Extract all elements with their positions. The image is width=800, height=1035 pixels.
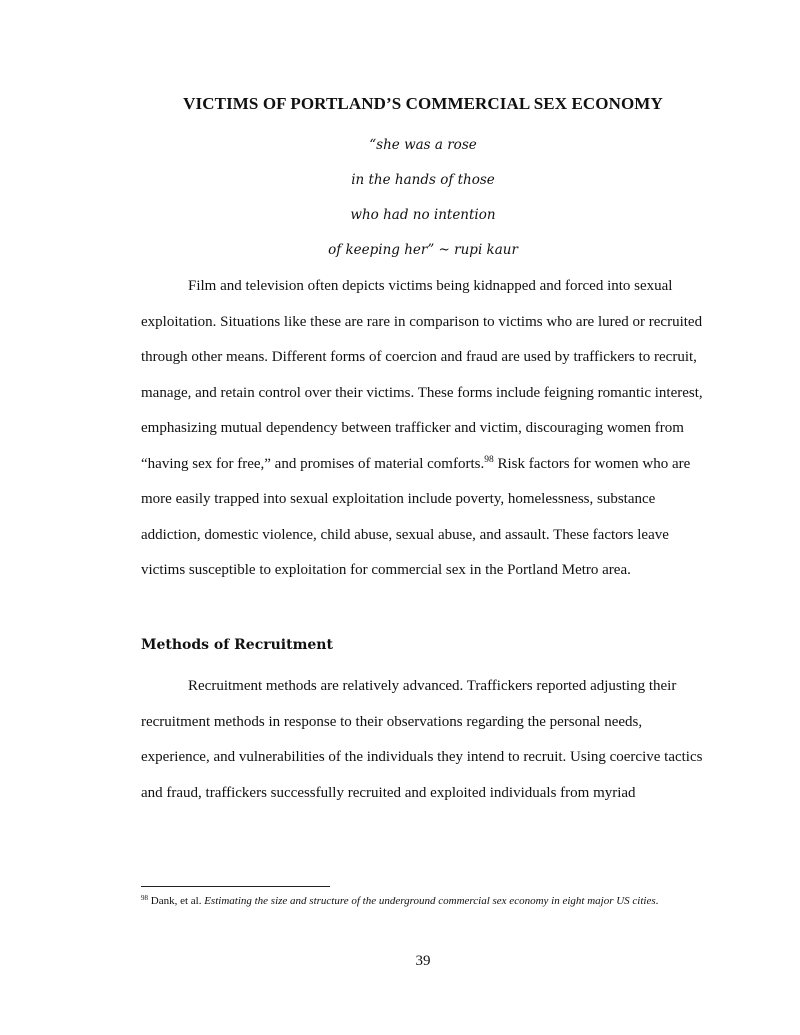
epigraph-line-3: who had no intention [350, 207, 496, 223]
body-paragraph-2: Recruitment methods are relatively advanced. Traffickers reported adjusting their recruitment methods in response to their observations regarding the personal needs, experience, and vulnerabilities of the individuals they intend to recruit. Using coercive tactics and fraud, traffickers successfully recruited and exploited individuals from myriad [141, 678, 703, 801]
footnote-divider [141, 886, 330, 887]
footnote-reference[interactable]: 98 [484, 454, 494, 465]
epigraph-line-4: of keeping her” ~ rupi kaur [328, 242, 518, 258]
body-paragraph-1 [141, 269, 711, 589]
footnote-author: Dank, et al. [148, 895, 205, 907]
epigraph-line-2: in the hands of those [351, 172, 495, 188]
paragraph-1-text-b: Risk factors for women who are more easily trapped into sexual exploitation include poverty, homelessness, substance addiction, domestic violence, child abuse, sexual abuse, and assault. These factors leave victims susceptible to exploitation for commercial sex in the Portland Metro area. [141, 455, 691, 578]
footnote-end: . [655, 895, 659, 907]
paragraph-1-text-a: Film and television often depicts victims being kidnapped and forced into sexual exploitation. Situations like these are rare in comparison to victims who are lured or recruited through other means. Different forms of coercion and fraud are used by traffickers to recruit, manage, and retain control over their victims. These forms include feigning romantic interest, emphasizing mutual dependency between trafficker and victim, discouraging women from “having sex for free,” and promises of material comforts. [141, 278, 703, 472]
epigraph-line-1: “she was a rose [369, 137, 477, 153]
footnote-work-title: Estimating the size and structure of the underground commercial sex economy in eight major US cities [204, 895, 656, 907]
page-number: 39 [415, 953, 431, 969]
page-title: VICTIMS OF PORTLAND’S COMMERCIAL SEX ECONOMY [183, 94, 663, 113]
footnote-marker: 98 [141, 894, 148, 902]
section-heading: Methods of Recruitment [141, 637, 333, 653]
footnote [141, 895, 711, 908]
